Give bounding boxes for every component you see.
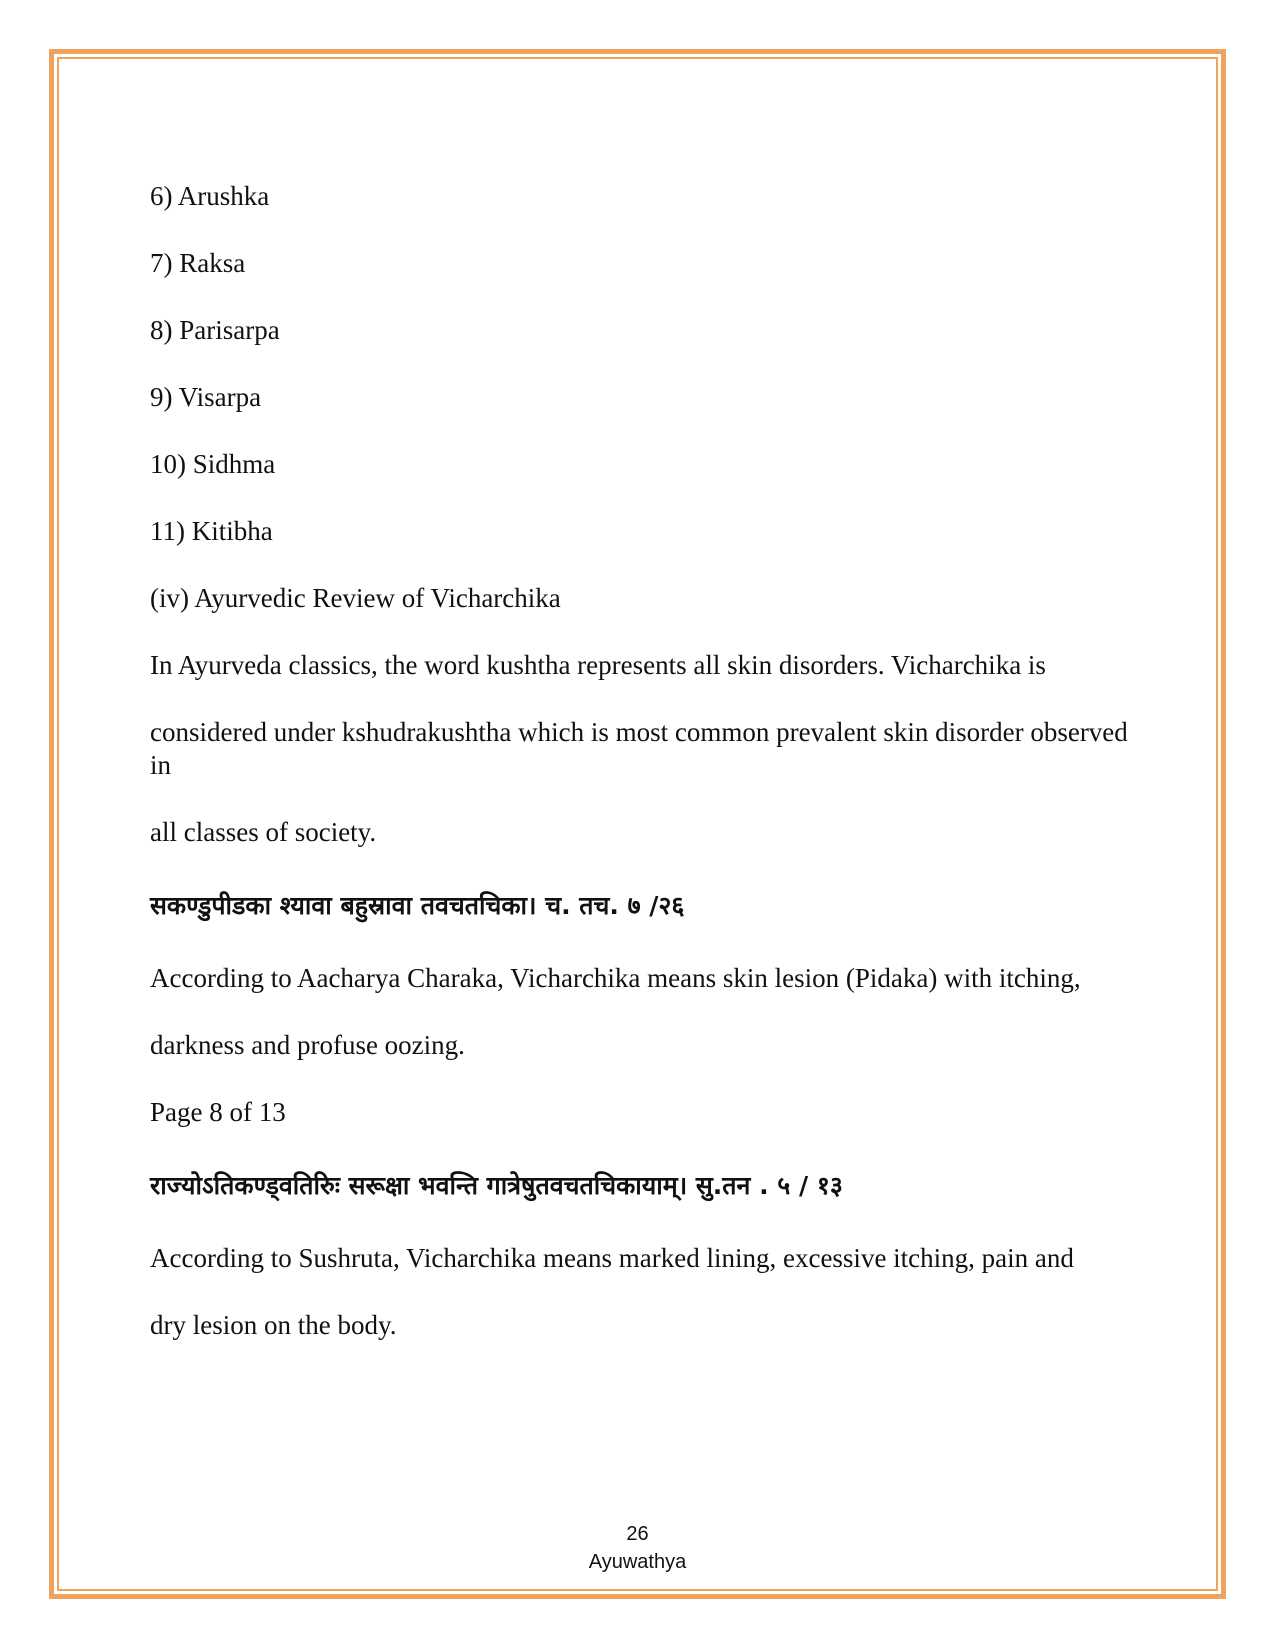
paragraph-line: According to Aacharya Charaka, Vicharchika means skin lesion (Pidaka) with itching, xyxy=(150,963,1081,993)
list-item: 11) Kitibha xyxy=(150,516,273,546)
paragraph-line: darkness and profuse oozing. xyxy=(150,1030,465,1060)
paragraph-line: considered under kshudrakushtha which is most common prevalent skin disorder observed in xyxy=(150,717,1128,780)
paragraph-line: In Ayurveda classics, the word kushtha represents all skin disorders. Vicharchika is xyxy=(150,650,1046,680)
footer-page-number: 26 xyxy=(626,1523,649,1545)
paragraph-line: dry lesion on the body. xyxy=(150,1310,397,1340)
paragraph-line: According to Sushruta, Vicharchika means marked lining, excessive itching, pain and xyxy=(150,1243,1074,1273)
sanskrit-verse: सकण्डुपीडका श्यावा बहुस्रावा तवचतचिका। च. तच. ७ /२६ xyxy=(150,891,685,920)
section-heading: (iv) Ayurvedic Review of Vicharchika xyxy=(150,583,561,613)
list-item: 8) Parisarpa xyxy=(150,315,280,345)
page-marker: Page 8 of 13 xyxy=(150,1097,286,1127)
sanskrit-verse: राज्योऽतिकण्ड्वतिरुिः सरूक्षा भवन्ति गात्रेषुतवचतचिकायाम्। सु.तन . ५ / १३ xyxy=(150,1171,843,1200)
paragraph-line: all classes of society. xyxy=(150,817,377,847)
list-item: 6) Arushka xyxy=(150,181,270,211)
list-item: 10) Sidhma xyxy=(150,449,276,479)
list-item: 7) Raksa xyxy=(150,248,246,278)
footer-journal-name: Ayuwathya xyxy=(588,1551,687,1573)
page-content xyxy=(150,180,1140,1342)
list-item: 9) Visarpa xyxy=(150,382,262,412)
